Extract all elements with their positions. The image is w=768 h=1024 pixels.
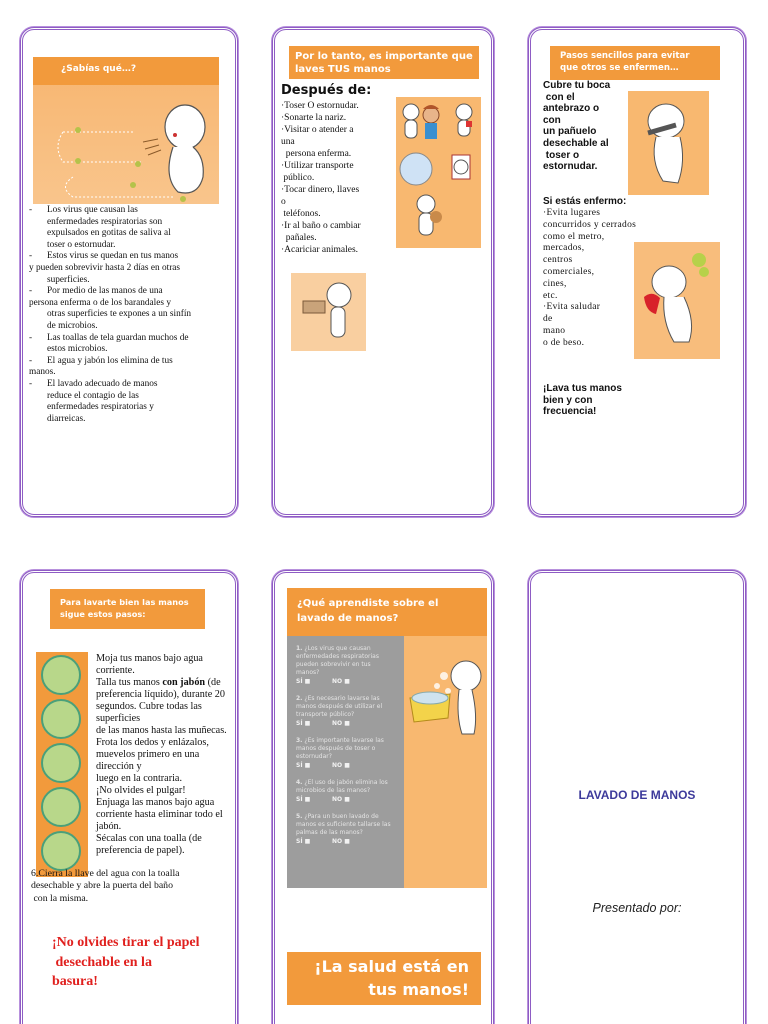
quiz-question: 3. ¿Es importante lavarse las manos después de toser o estornudar? SÍ ■ NO ■ [296,737,384,769]
no-checkbox[interactable]: NO ■ [332,796,350,803]
quiz-question: 2. ¿Es necesario lavarse las manos después de utilizar el transporte público? SÍ ■ NO ■ [296,695,383,727]
panel-header: Por lo tanto, es importante que laves TUS manos [289,46,479,79]
facts-list: - Los virus que causan las enfermedades respiratorias son expulsados en gotitas de saliva al toser o estornudar. - Estos virus se quedan en tus manos y pueden sobrevivir hasta 2 días en otras superficies. - Por medio de las manos de una persona enferma o de los barandales y otras superficies te expones a un sinfín de microbios. - Las toallas de tela guardan muchos de estos microbios. - El agua y jabón los elimina de tus manos. - El lavado adecuado de manos reduce el contagio de las enfermedades respiratorias y diarreicas. [29,205,192,424]
yes-checkbox[interactable]: SÍ ■ [296,838,311,845]
quiz-question: 5. ¿Para un buen lavado de manos es suficiente tallarse las palmas de las manos? SÍ ■ NO ■ [296,813,391,845]
wash-often-text: ¡Lava tus manos bien y con frecuencia! [543,383,622,417]
situations-illustration [396,97,481,248]
cover-cough-illustration [628,91,709,195]
brochure-title: LAVADO DE MANOS [578,788,696,802]
step-1-icon [41,655,81,695]
panel-cuando-lavar [272,27,494,517]
quiz-question: 1. ¿Los virus que causan enfermedades respiratorias pueden sobrevivir en tus manos? SÍ ■ NO ■ [296,645,379,685]
character-coughing-icon [628,91,709,195]
panel-header: Para lavarte bien las manos sigue estos pasos: [50,589,205,629]
sneezing-character-illustration [33,57,219,204]
image-header: ¿Sabías qué…? [33,57,219,85]
sick-character-illustration [634,242,720,359]
yes-checkbox[interactable]: SÍ ■ [296,678,311,685]
yes-checkbox[interactable]: SÍ ■ [296,762,311,769]
slogan-banner: ¡La salud está en tus manos! [287,952,481,1005]
panel-pasos-sencillos [528,27,746,517]
step-2-icon [41,699,81,739]
quiz-questions [287,636,404,888]
step-4-icon [41,787,81,827]
sick-title: Si estás enfermo: [543,196,627,207]
quiz-illustration [404,636,487,888]
step-5-icon [41,831,81,871]
characters-drawing-icon [396,97,481,248]
steps-illustration-strip [36,652,88,877]
quiz-header: ¿Qué aprendiste sobre el lavado de manos? [287,588,487,636]
yes-checkbox[interactable]: SÍ ■ [296,796,311,803]
no-checkbox[interactable]: NO ■ [332,678,350,685]
character-washing-basin-icon [404,636,487,888]
panel-quiz [272,570,494,1024]
sneeze-drawing-icon [33,57,219,204]
sick-advice-list: ·Evita lugares concurridos y cerrados como el metro, mercados, centros comerciales, cines, etc. ·Evita saludar de mano o de beso. [543,208,637,348]
despues-de-title: Después de: [281,83,372,98]
panel-pasos-lavado [20,570,238,1024]
panel-header: Pasos sencillos para evitar que otros se enfermen… [550,46,720,80]
step-3-icon [41,743,81,783]
no-checkbox[interactable]: NO ■ [332,838,350,845]
washing-steps-text: Moja tus manos bajo agua corriente. Talla tus manos con jabón (de preferencia líquido), durante 20 segundos. Cubre todas las superficies de las manos hasta las muñecas. Frota los dedos y enlázalos, muevelos primero en una dirección y luego en la contraria. ¡No olvides el pulgar! Enjuaga las manos bajo agua corriente hasta eliminar todo el jabón. Sécalas con una toalla (de preferencia de papel). [96,653,227,856]
panel-cover [528,570,746,1024]
step-6-text: 6.Cierra la llave del agua con la toalla desechable y abre la puerta del baño con la misma. [31,868,180,904]
quiz-question: 4. ¿El uso de jabón elimina los microbios de las manos? SÍ ■ NO ■ [296,779,388,803]
quiz-box [287,588,487,888]
yes-checkbox[interactable]: SÍ ■ [296,720,311,727]
character-sneezing-handkerchief-icon [634,242,720,359]
situations-list: ·Toser O estornudar. ·Sonarte la nariz. ·Visitar o atender a una persona enferma. ·Utilizar transporte público. ·Tocar dinero, llaves o teléfonos. ·Ir al baño o cambiar pañales. ·Acariciar animales. [281,101,361,255]
presented-by-label: Presentado por: [592,901,682,915]
dispose-paper-reminder: ¡No olvides tirar el papel desechable en la basura! [52,935,200,989]
washing-tub-illustration [291,273,366,351]
cover-mouth-text: Cubre tu boca con el antebrazo o con un pañuelo desechable al toser o estornudar. [543,80,611,173]
panel-sabias-que [20,27,238,517]
character-washing-icon [291,273,366,351]
no-checkbox[interactable]: NO ■ [332,720,350,727]
no-checkbox[interactable]: NO ■ [332,762,350,769]
